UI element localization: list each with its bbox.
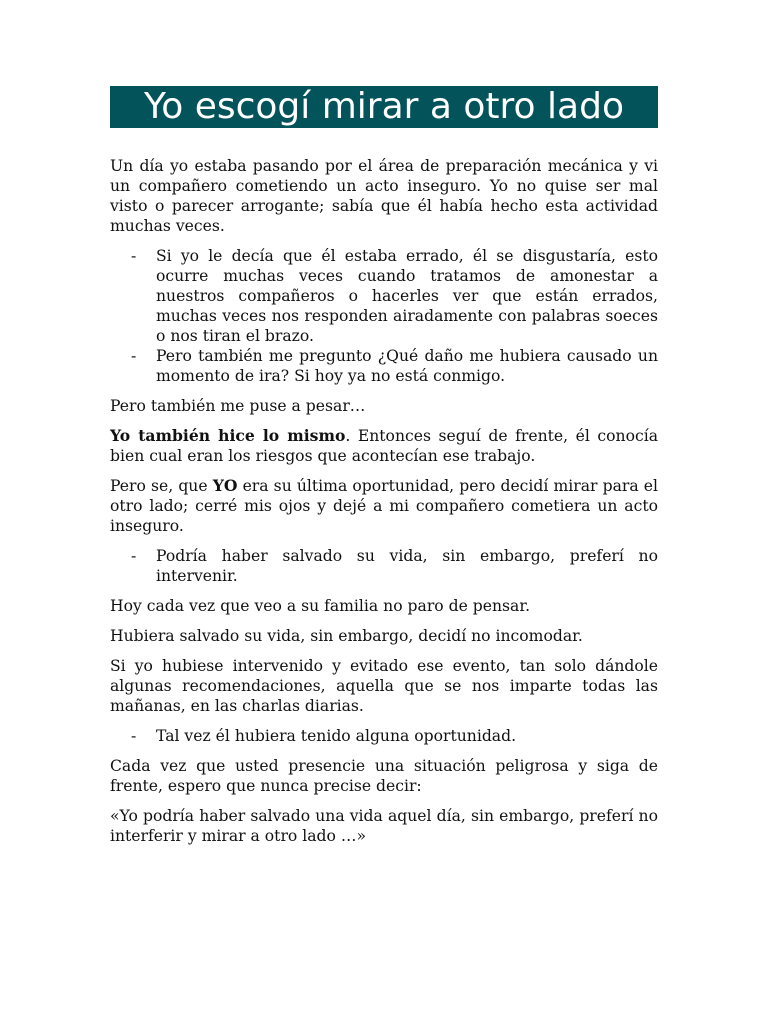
list-item-text: Tal vez él hubiera tenido alguna oportunidad. bbox=[156, 727, 517, 745]
paragraph-text: era su última oportunidad, pero decidí mirar para el otro lado; cerré mis ojos y dejé a mi compañero cometiera un acto inseguro. bbox=[110, 477, 658, 535]
paragraph-7: Si yo hubiese intervenido y evitado ese evento, tan solo dándole algunas recomendaciones, aquella que se nos imparte todas las mañanas, en las charlas diarias. bbox=[110, 657, 658, 715]
list-item-text: Podría haber salvado su vida, sin embargo, preferí no intervenir. bbox=[156, 547, 658, 585]
paragraph-2: Pero también me puse a pesar… bbox=[110, 397, 366, 415]
dash-bullet: - bbox=[131, 347, 137, 365]
dash-bullet: - bbox=[131, 547, 137, 565]
page-title: Yo escogí mirar a otro lado bbox=[110, 86, 658, 128]
emphasis-text: Yo también hice lo mismo bbox=[110, 426, 346, 445]
dash-bullet: - bbox=[131, 247, 137, 265]
dash-bullet: - bbox=[131, 727, 137, 745]
paragraph-5: Hoy cada vez que veo a su familia no paro de pensar. bbox=[110, 597, 531, 615]
bullet-list-3 bbox=[110, 726, 658, 746]
list-item-text: Si yo le decía que él estaba errado, él se disgustaría, esto ocurre muchas veces cuando tratamos de amonestar a nuestros compañeros o hacerles ver que están errados, muchas veces nos responden airadamente con palabras soeces o nos tiran el brazo. bbox=[156, 247, 658, 345]
document-body bbox=[110, 156, 658, 856]
paragraph-4 bbox=[110, 476, 658, 536]
list-item bbox=[110, 726, 658, 746]
paragraph-6: Hubiera salvado su vida, sin embargo, decidí no incomodar. bbox=[110, 627, 583, 645]
emphasis-text: YO bbox=[212, 476, 238, 495]
bullet-list-2 bbox=[110, 546, 658, 586]
list-item bbox=[110, 346, 658, 386]
closing-quote: «Yo podría haber salvado una vida aquel día, sin embargo, preferí no interferir y mirar a otro lado …» bbox=[110, 807, 658, 845]
paragraph-text: . Entonces seguí de frente, él conocía bien cual eran los riesgos que acontecían ese trabajo. bbox=[110, 427, 658, 465]
paragraph-text: Pero se, que bbox=[110, 477, 213, 495]
list-item-text: Pero también me pregunto ¿Qué daño me hubiera causado un momento de ira? Si hoy ya no está conmigo. bbox=[156, 347, 658, 385]
list-item bbox=[110, 246, 658, 346]
paragraph-8: Cada vez que usted presencie una situación peligrosa y siga de frente, espero que nunca precise decir: bbox=[110, 757, 658, 795]
list-item bbox=[110, 546, 658, 586]
bullet-list-1 bbox=[110, 246, 658, 386]
paragraph-3 bbox=[110, 426, 658, 466]
paragraph-1: Un día yo estaba pasando por el área de preparación mecánica y vi un compañero cometiendo un acto inseguro. Yo no quise ser mal visto o parecer arrogante; sabía que él había hecho esta actividad muchas veces. bbox=[110, 157, 658, 235]
